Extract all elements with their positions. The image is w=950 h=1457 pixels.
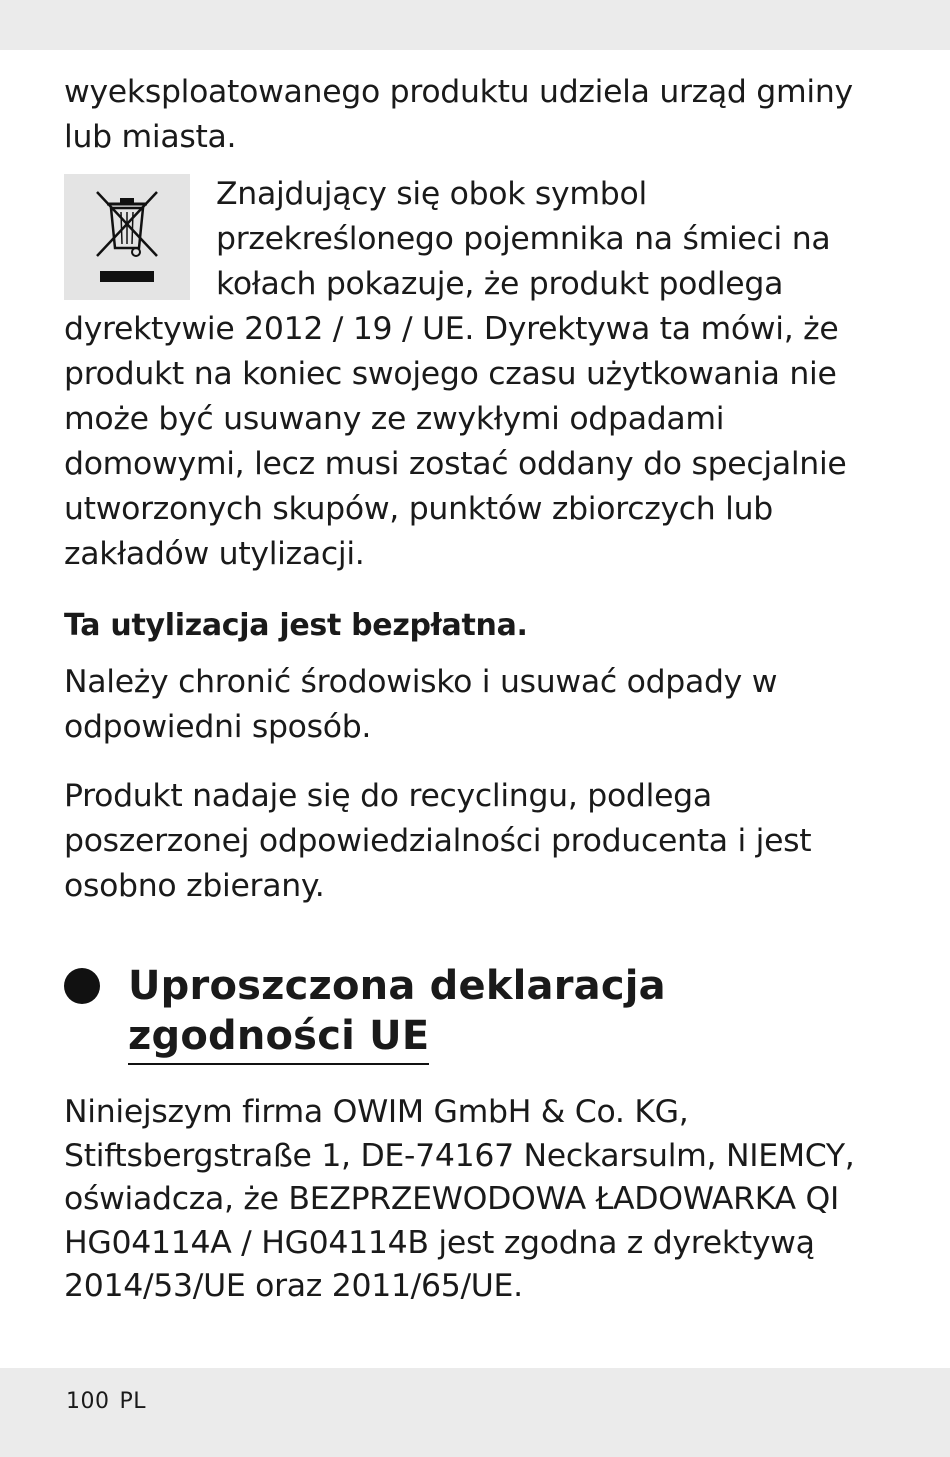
intro-paragraph: wyeksploatowanego produktu udziela urząd gminy lub miasta. [64, 74, 853, 155]
weee-block [64, 172, 894, 577]
declaration-paragraph: Niniejszym firma OWIM GmbH & Co. KG, Stiftsbergstraße 1, DE-74167 Neckarsulm, NIEMCY, oświadcza, że BEZPRZEWODOWA ŁADOWARKA QI HG04114A / HG04114B jest zgodna z dyrektywą 2014/53/UE oraz 2011/65/UE. [64, 1094, 855, 1304]
free-disposal-note: Ta utylizacja jest bezpłatna. [64, 608, 528, 643]
declaration-block [64, 1091, 894, 1309]
bullet-icon [64, 968, 100, 1004]
weee-paragraph: Znajdujący się obok symbol przekreślonego pojemnika na śmieci na kołach pokazuje, że produkt podlega dyrektywie 2012 / 19 / UE. Dyrektywa ta mówi, że produkt na koniec swojego czasu użytkowania nie może być usuwany ze zwykłymi odpadami domowymi, lecz musi zostać oddany do specjalnie utworzonych skupów, punktów zbiorczych lub zakładów utylizacji. [64, 176, 847, 572]
section-title-line2: zgodności UE [128, 1011, 429, 1065]
top-band [0, 0, 950, 50]
recycling-paragraph: Produkt nadaje się do recyclingu, podlega poszerzonej odpowiedzialności producenta i jest osobno zbierany. [64, 778, 812, 904]
simplified-declaration-section [64, 961, 894, 1065]
page-footer [66, 1389, 146, 1414]
page-content [64, 70, 894, 1309]
environment-paragraph: Należy chronić środowisko i usuwać odpady w odpowiedni sposób. [64, 664, 778, 745]
section-title-line1: Uproszczona deklaracja [128, 963, 666, 1009]
page-number: 100 [66, 1389, 110, 1414]
section-title [128, 961, 894, 1065]
crossed-out-wheelie-bin-icon [64, 174, 190, 300]
language-code: PL [119, 1389, 147, 1414]
